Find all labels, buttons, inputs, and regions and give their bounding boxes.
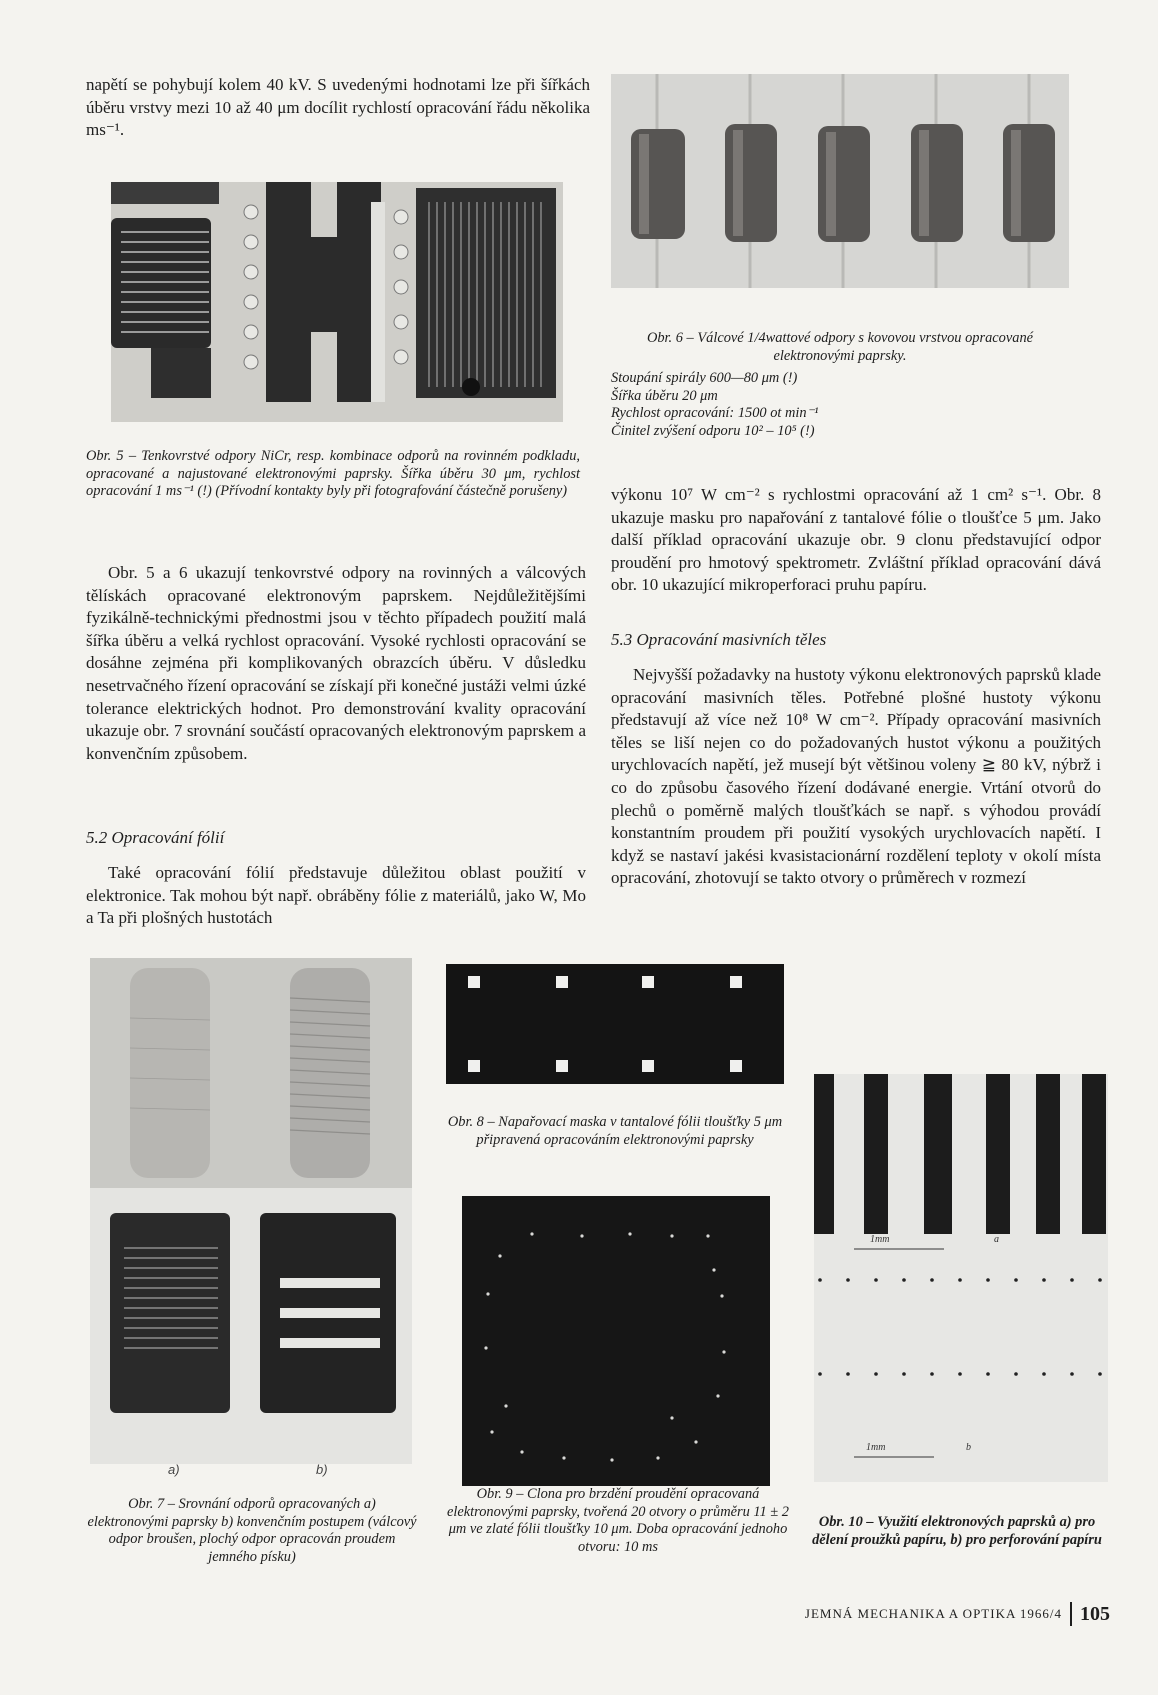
section-heading-5-2: 5.2 Opracování fólií [86, 828, 225, 847]
figure-5-caption: Obr. 5 – Tenkovrstvé odpory NiCr, resp. kombinace odporů na rovinném podkladu, opracované a najustované elektronovými paprsky. Šířka úběru 30 μm, rychlost opracování 1 ms⁻¹ (!) (Přívodní kontakty byly při fotografování částečně porušeny) [86, 448, 580, 500]
figure-6-specs [611, 370, 1069, 440]
figure-6-spec-pitch: Stoupání spirály 600—80 μm (!) [611, 370, 798, 386]
figure-10-caption: Obr. 10 – Využití elektronových paprsků a) pro dělení proužků papíru, b) pro perforování papíru [812, 1514, 1102, 1548]
figure-10-photo [814, 1074, 1108, 1482]
figure-6-spec-speed: Rychlost opracování: 1500 ot min⁻¹ [611, 405, 819, 422]
figure-10-scale-a: 1mm [870, 1234, 890, 1245]
footer-divider [1070, 1602, 1072, 1626]
figure-6-photo [611, 74, 1069, 288]
figure-8-photo [446, 964, 784, 1084]
paragraph-5-3: Nejvyšší požadavky na hustoty výkonu elektronových paprsků klade opracování masivních těles. Potřebné plošné hustoty výkonu představují až více než 10⁸ W cm⁻². Případy opracování masivních těles se liší nejen co do požadovaných hustot výkonu a použitých urychlovacích napětí, jež musejí být většinou voleny ≧ 80 kV, nýbrž i co do způsobu časového řízení dodávané energie. Vrtání otvorů do plechů o poměrně malých tloušťkách se např. s výhodou provádí konstantním proudem při použití vysokých urychlovacích napětí. I když se nastaví jakési kvasistacionární rozdělení teploty v okolí místa opracování, zhotovují se takto otvory o průměrech v rozmezí [611, 665, 1101, 888]
paragraph-5-2: Také opracování fólií představuje důležitou oblast použití v elektronice. Tak mohou být např. obráběny fólie z materiálů, jako W, Mo a Ta při plošných hustotách [86, 863, 586, 928]
figure-10-label-b: b [966, 1442, 971, 1453]
figure-7-photo [90, 958, 412, 1464]
paragraph-right-1: výkonu 10⁷ W cm⁻² s rychlostmi opracování až 1 cm² s⁻¹. Obr. 8 ukazuje masku pro napařování z tantalové fólie o tloušťce 5 μm. Jako další příklad opracování ukazuje obr. 9 clonu představující odpor proudění pro hmotový spektrometr. Zvláštní příklad opracování dává obr. 10 ukazující mikroperforaci pruhu papíru. [611, 485, 1101, 595]
intro-paragraph: napětí se pohybují kolem 40 kV. S uvedenými hodnotami lze při šířkách úběru vrstvy mezi 10 až 40 μm docílit rychlostí opracování řádu několika ms⁻¹. [86, 75, 590, 140]
figure-5-photo [111, 182, 563, 422]
page-number: 105 [1080, 1602, 1110, 1625]
footer-journal: JEMNÁ MECHANIKA A OPTIKA 1966/4 [804, 1606, 1062, 1621]
section-heading-5-3: 5.3 Opracování masivních těles [611, 630, 827, 649]
figure-10-scale-b: 1mm [866, 1442, 886, 1453]
figure-7-label-a: a) [168, 1462, 180, 1477]
figure-7-label-b: b) [316, 1462, 328, 1477]
figure-9-photo [462, 1196, 770, 1486]
page-footer [780, 1600, 1110, 1628]
figure-10-label-a: a [994, 1234, 999, 1245]
figure-8-caption: Obr. 8 – Napařovací maska v tantalové fólii tloušťky 5 μm připravená opracováním elektronovými paprsky [447, 1114, 783, 1148]
paragraph-figures-5-6: Obr. 5 a 6 ukazují tenkovrstvé odpory na rovinných a válcových tělískách opracované elektronovým paprskem. Nejdůležitějšími fyzikálně-technickými přednostmi jsou v těchto případech použití malá šířka úběru a velká rychlost opracování. Vysoké rychlosti opracování se dosáhne zejména při komplikovaných obrazcích úběru. V důsledku nesetrvačného řízení opracování se získají při konečné justáži velmi úzké tolerance elektrických hodnot. Pro demonstrování kvality opracování ukazuje obr. 7 srovnání součástí opracovaných elektronovým paprskem a konvenčním způsobem. [86, 563, 586, 763]
figure-9-caption: Obr. 9 – Clona pro brzdění proudění opracovaná elektronovými paprsky, tvořená 20 otvory o průměru 11 ± 2 μm ve zlaté fólii tloušťky 10 μm. Doba opracování jednoho otvoru: 10 ms [446, 1486, 789, 1555]
figure-6-spec-factor: Činitel zvýšení odporu 10² – 10⁵ (!) [611, 422, 815, 439]
figure-7-caption: Obr. 7 – Srovnání odporů opracovaných a) elektronovými paprsky b) konvenčním postupem (válcový odpor broušen, plochý odpor opracován proudem jemného písku) [87, 1496, 417, 1565]
figure-6-spec-width: Šířka úběru 20 μm [611, 387, 718, 404]
figure-6-caption: Obr. 6 – Válcové 1/4wattové odpory s kovovou vrstvou opracované elektronovými paprsky. [646, 330, 1034, 364]
